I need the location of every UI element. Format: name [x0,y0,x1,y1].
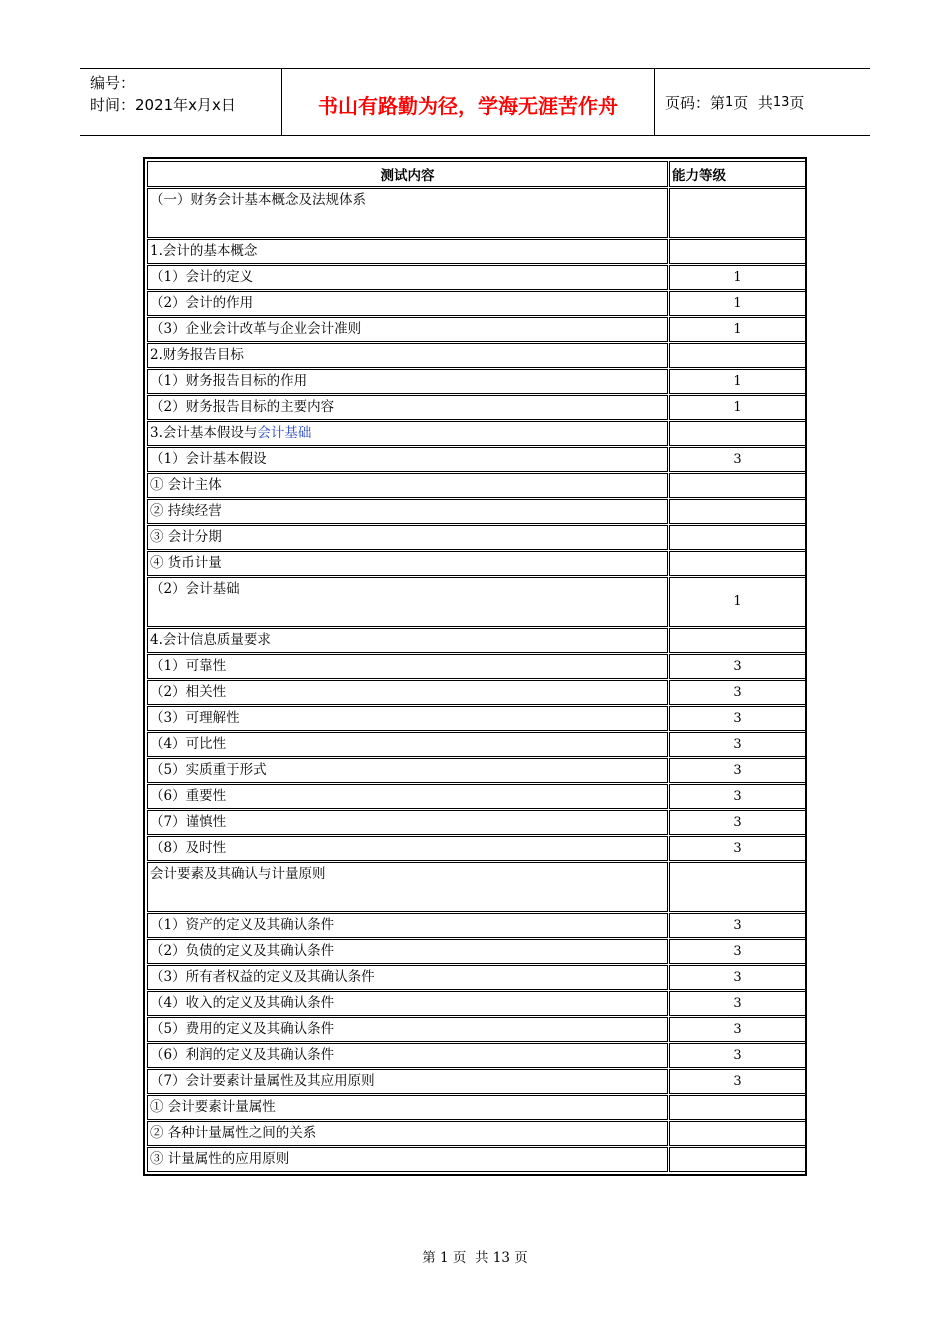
table-row [147,1069,806,1094]
row-content-text: （3）所有者权益的定义及其确认条件 [150,969,375,985]
row-content-text: 2.财务报告目标 [150,347,244,363]
row-content-text: （3）企业会计改革与企业会计准则 [150,321,362,337]
row-content [147,421,668,446]
row-level [669,525,806,550]
table-row [147,265,806,290]
row-content-text: ② 持续经营 [150,503,222,519]
table-row [147,1095,806,1120]
row-content-text: （7）会计要素计量属性及其应用原则 [150,1073,375,1089]
table-row [147,447,806,472]
row-content-text: 4.会计信息质量要求 [150,632,271,648]
row-level: 3 [669,758,806,783]
row-content-text: ③ 会计分期 [150,529,222,545]
header-motto: 书山有路勤为径，学海无涯苦作舟 [282,69,655,135]
table-row [147,1121,806,1146]
row-level: 1 [669,577,806,627]
header-meta [80,69,282,135]
table-row [147,784,806,809]
row-content-text: （3）可理解性 [150,710,240,726]
row-content-text: （2）相关性 [150,684,227,700]
row-level [669,421,806,446]
table-row [147,732,806,757]
row-level [669,862,806,912]
row-level: 3 [669,706,806,731]
row-content [147,188,668,238]
row-content-text: （2）负债的定义及其确认条件 [150,943,335,959]
row-content-text: （5）费用的定义及其确认条件 [150,1021,335,1037]
table-row [147,369,806,394]
row-level: 3 [669,1069,806,1094]
table-row [147,317,806,342]
row-content [147,291,668,316]
document-number-label: 编号： [90,74,136,92]
header-page-number [655,69,870,135]
row-content [147,317,668,342]
row-level [669,499,806,524]
row-level [669,343,806,368]
row-content-text: （1）财务报告目标的作用 [150,373,308,389]
row-level: 1 [669,369,806,394]
table-row [147,525,806,550]
syllabus-table [143,157,807,1176]
row-content [147,732,668,757]
table-row [147,473,806,498]
row-content [147,343,668,368]
row-content-text: ① 会计主体 [150,477,222,493]
row-level: 3 [669,1017,806,1042]
row-content [147,577,668,627]
table-row [147,706,806,731]
row-level: 1 [669,317,806,342]
document-time-label: 时间：2021年x月x日 [90,96,236,114]
row-content [147,784,668,809]
row-content [147,654,668,679]
row-content [147,758,668,783]
table-row [147,654,806,679]
page-header [80,68,870,136]
row-content-text: （一）财务会计基本概念及法规体系 [150,192,366,208]
row-level: 3 [669,836,806,861]
row-content-text: ③ 计量属性的应用原则 [150,1151,290,1167]
row-content-text: （7）谨慎性 [150,814,227,830]
row-content-text: 会计要素及其确认与计量原则 [150,866,326,882]
row-level: 3 [669,732,806,757]
row-level [669,239,806,264]
table-row [147,1017,806,1042]
row-content [147,551,668,576]
page-total: 13 [772,94,790,110]
row-content-text: 1.会计的基本概念 [150,243,258,259]
row-content-text: （1）资产的定义及其确认条件 [150,917,335,933]
row-content [147,1043,668,1068]
row-content-text: （2）会计基础 [150,581,240,597]
row-level: 3 [669,991,806,1016]
row-content [147,965,668,990]
row-content [147,395,668,420]
row-level: 3 [669,680,806,705]
page-suffix: 页 [789,93,805,112]
row-level [669,551,806,576]
row-level: 3 [669,1043,806,1068]
table-row [147,395,806,420]
page-current: 1 [725,94,734,110]
row-content [147,836,668,861]
row-level [669,1095,806,1120]
row-content [147,239,668,264]
row-content [147,1017,668,1042]
row-level: 1 [669,291,806,316]
page-footer [0,1246,950,1266]
row-content-text: ② 各种计量属性之间的关系 [150,1125,317,1141]
row-content [147,939,668,964]
table-row [147,239,806,264]
table-row [147,965,806,990]
row-content-text: （4）可比性 [150,736,227,752]
row-level: 1 [669,395,806,420]
table-row [147,343,806,368]
footer-mid: 页 共 [452,1250,489,1266]
row-content [147,499,668,524]
table-row [147,577,806,627]
row-content-text: ④ 货币计量 [150,555,222,571]
row-content [147,810,668,835]
footer-prefix: 第 [422,1250,436,1266]
row-level [669,473,806,498]
row-level: 3 [669,654,806,679]
row-content [147,1121,668,1146]
table-row [147,939,806,964]
row-content-text: （6）重要性 [150,788,227,804]
row-level: 3 [669,784,806,809]
table-row [147,188,806,238]
row-content-text: （2）会计的作用 [150,295,254,311]
table-row [147,836,806,861]
row-content [147,525,668,550]
row-content-text: （1）会计的定义 [150,269,254,285]
row-content [147,862,668,912]
row-content [147,369,668,394]
footer-current: 1 [440,1250,449,1266]
table-row [147,628,806,653]
row-content-link[interactable]: 会计基础 [257,425,312,441]
row-content [147,706,668,731]
row-content [147,1147,668,1172]
row-level: 3 [669,965,806,990]
table-row [147,862,806,912]
row-content-text: ① 会计要素计量属性 [150,1099,276,1115]
table-header-row [147,161,806,187]
row-level: 3 [669,913,806,938]
row-content [147,473,668,498]
row-level [669,628,806,653]
table-row [147,913,806,938]
row-level: 3 [669,810,806,835]
row-content-text: （8）及时性 [150,840,227,856]
row-content [147,913,668,938]
table-row [147,1043,806,1068]
table-row [147,551,806,576]
row-content-text: （1）可靠性 [150,658,227,674]
row-content [147,1095,668,1120]
page-prefix: 页码：第 [665,93,726,112]
footer-suffix: 页 [514,1250,528,1266]
table-row [147,421,806,446]
row-content-text: （6）利润的定义及其确认条件 [150,1047,335,1063]
row-content-text: （2）财务报告目标的主要内容 [150,399,335,415]
row-content [147,991,668,1016]
row-level: 3 [669,939,806,964]
column-header-level: 能力等级 [669,161,806,187]
row-content [147,628,668,653]
table-row [147,758,806,783]
row-level: 3 [669,447,806,472]
table-row [147,291,806,316]
table-row [147,1147,806,1172]
row-content [147,265,668,290]
row-content [147,680,668,705]
row-level: 1 [669,265,806,290]
row-content-text: 3.会计基本假设与 [150,425,258,441]
row-level [669,1121,806,1146]
row-content [147,447,668,472]
footer-total: 13 [492,1250,510,1266]
table-row [147,499,806,524]
row-content-text: （1）会计基本假设 [150,451,267,467]
column-header-content: 测试内容 [147,161,668,187]
page-mid: 页 共 [733,93,773,112]
table-body [147,188,806,1172]
table-row [147,810,806,835]
table-row [147,991,806,1016]
row-content-text: （5）实质重于形式 [150,762,267,778]
table-row [147,680,806,705]
row-level [669,188,806,238]
row-content [147,1069,668,1094]
row-content-text: （4）收入的定义及其确认条件 [150,995,335,1011]
row-level [669,1147,806,1172]
